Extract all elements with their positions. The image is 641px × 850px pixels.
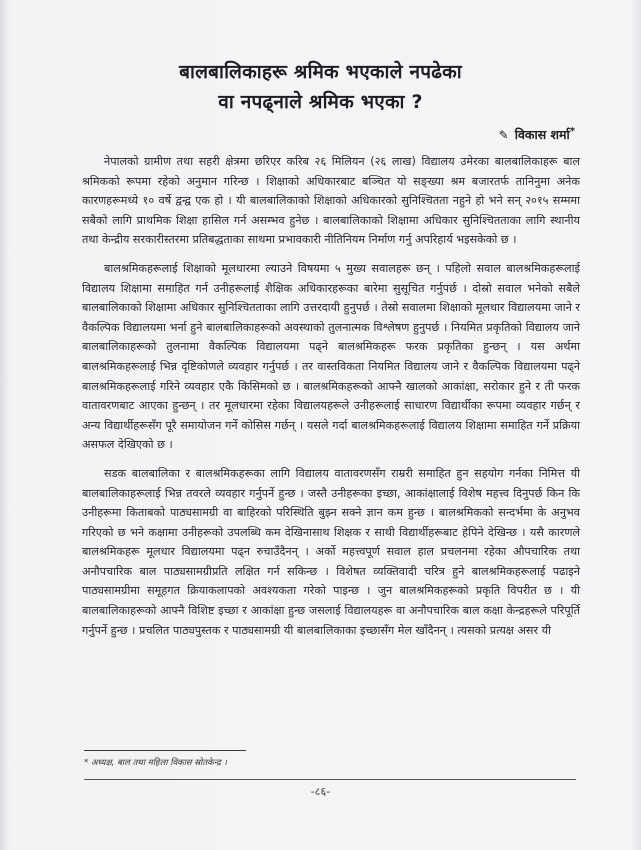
author-footnote-mark: * [569, 126, 575, 137]
pen-icon: ✎ [498, 128, 509, 143]
paragraph-3: सडक बालबालिका र बालश्रमिकहरूका लागि विद्यालय वातावरणसँग राम्ररी समाहित हुन सहयोग गर्नका निमित्त यी बालबालिकाहरूलाई भिन्न तवरले व्यवहार गर्नुपर्ने हुन्छ । जस्तै उनीहरूका इच्छा, आकांक्षालाई विशेष महत्त्व दिनुपर्छ किन कि उनीहरूमा किताबको पाठ्यसामग्री वा बाहिरको परिस्थिति बुझ्न सक्ने ज्ञान कम हुन्छ । बालश्रमिकको सन्दर्भमा के अनुभव गरिएको छ भने कक्षामा उनीहरूको उपलब्धि कम देखिनासाथ शिक्षक र साथी विद्यार्थीहरूबाट हेपिने देखिन्छ । यसै कारणले बालश्रमिकहरू मूलधार विद्यालयमा पढ्न रुचाउँदैनन् । अर्को महत्त्वपूर्ण सवाल हाल प्रचलनमा रहेका औपचारिक तथा अनौपचारिक बाल पाठ्यसामग्रीप्रति लक्षित गर्न सकिन्छ । विशेषत व्यक्तिवादी चरित्र हुने बालश्रमिकहरूलाई पढाइने पाठ्यसामग्रीमा समूहगत क्रियाकलापको अवश्यकता गरेको पाइन्छ । जुन बालश्रमिकहरूको प्रकृति विपरीत छ । यी बालबालिकाहरूको आफ्नै विशिष्ट इच्छा र आकांक्षा हुन्छ जसलाई विद्यालयहरू वा अनौपचारिक बाल कक्षा केन्द्रहरूले परिपूर्ति गर्नुपर्ने हुन्छ । प्रचलित पाठ्यपुस्तक र पाठ्यसामग्री यी बालबालिकाका इच्छासँग मेल खाँदैनन् । त्यसको प्रत्यक्ष असर यी [82, 466, 580, 637]
article-body [82, 152, 580, 649]
author-name: विकास शर्मा [514, 127, 570, 143]
paragraph-2: बालश्रमिकहरूलाई शिक्षाको मूलधारमा ल्याउने विषयमा ५ मुख्य सवालहरू छन् । पहिलो सवाल बालश्रमिकहरूलाई विद्यालय शिक्षामा समाहित गर्न उनीहरूलाई शैक्षिक अधिकारहरूका बारेमा सुसूचित गर्नुपर्छ । दोस्रो सवाल भनेको सबैले बालबालिकाको शिक्षामा अधिकार सुनिश्चितताका लागि उत्तरदायी हुनुपर्छ । तेस्रो सवालमा शिक्षाको मूलधार विद्यालयमा जाने र वैकल्पिक विद्यालयमा भर्ना हुने बालबालिकाहरूको अवस्थाको तुलनात्मक विश्लेषण हुनुपर्छ । नियमित प्रकृतिको विद्यालय जाने बालबालिकाहरूको तुलनामा वैकल्पिक विद्यालयमा पढ्ने बालश्रमिकहरू फरक प्रकृतिका हुन्छन् । यस अर्थमा बालश्रमिकहरूलाई भिन्न दृष्टिकोणले व्यवहार गर्नुपर्छ । तर वास्तविकता नियमित विद्यालय जाने र वैकल्पिक विद्यालयमा पढ्ने बालश्रमिकहरूलाई गरिने व्यवहार एकै किसिमको छ । बालश्रमिकहरूको आफ्नै खालको आकांक्षा, सरोकार हुने र ती फरक वातावरणबाट आएका हुन्छन् । तर मूलधारमा रहेका विद्यालयहरूले उनीहरूलाई साधारण विद्यार्थीका रूपमा व्यवहार गर्छन् र अन्य विद्यार्थीहरूसँग पूरै समायोजन गर्ने कोसिस गर्छन् । यसले गर्दा बालश्रमिकहरूलाई विद्यालय शिक्षामा समाहित गर्ने प्रक्रिया असफल देखिएको छ । [82, 261, 580, 452]
footnote [84, 757, 227, 768]
footnote-mark: * [84, 758, 89, 768]
author-byline [499, 126, 575, 143]
article-title-line-2: वा नपढ्नाले श्रमिक भएका ? [218, 91, 423, 113]
footnote-text: अध्यक्ष, बाल तथा महिला विकास स्रोतकेन्द्र । [90, 758, 227, 768]
page-number: -८६- [310, 785, 331, 798]
paragraph-1: नेपालको ग्रामीण तथा सहरी क्षेत्रमा छरिएर करिब २६ मिलियन (२६ लाख) विद्यालय उमेरका बालबालिकाहरू बाल श्रमिकको रूपमा रहेको अनुमान गरिन्छ । शिक्षाको अधिकारबाट बञ्चित यो सङ्ख्या श्रम बजारतर्फ तानिनुमा अनेक कारणहरूमध्ये १० वर्षे द्वन्द्व एक हो । यी बालबालिकाको शिक्षाको अधिकारको सुनिश्चितता नहुने हो भने सन् २०१५ सम्ममा सबैको लागि प्राथमिक शिक्षा हासिल गर्न असम्भव हुनेछ । बालबालिकाको शिक्षामा अधिकार सुनिश्चितताका लागि स्थानीय तथा केन्द्रीय सरकारीस्तरमा प्रतिबद्धताका साथमा प्रभावकारी नीतिनियम निर्माण गर्नु अपरिहार्य भइसकेको छ । [82, 155, 580, 247]
article-title-line-1: बालबालिकाहरू श्रमिक भएकाले नपढेका [179, 61, 462, 83]
page-bottom-divider [84, 779, 576, 780]
footnote-divider [84, 750, 246, 751]
